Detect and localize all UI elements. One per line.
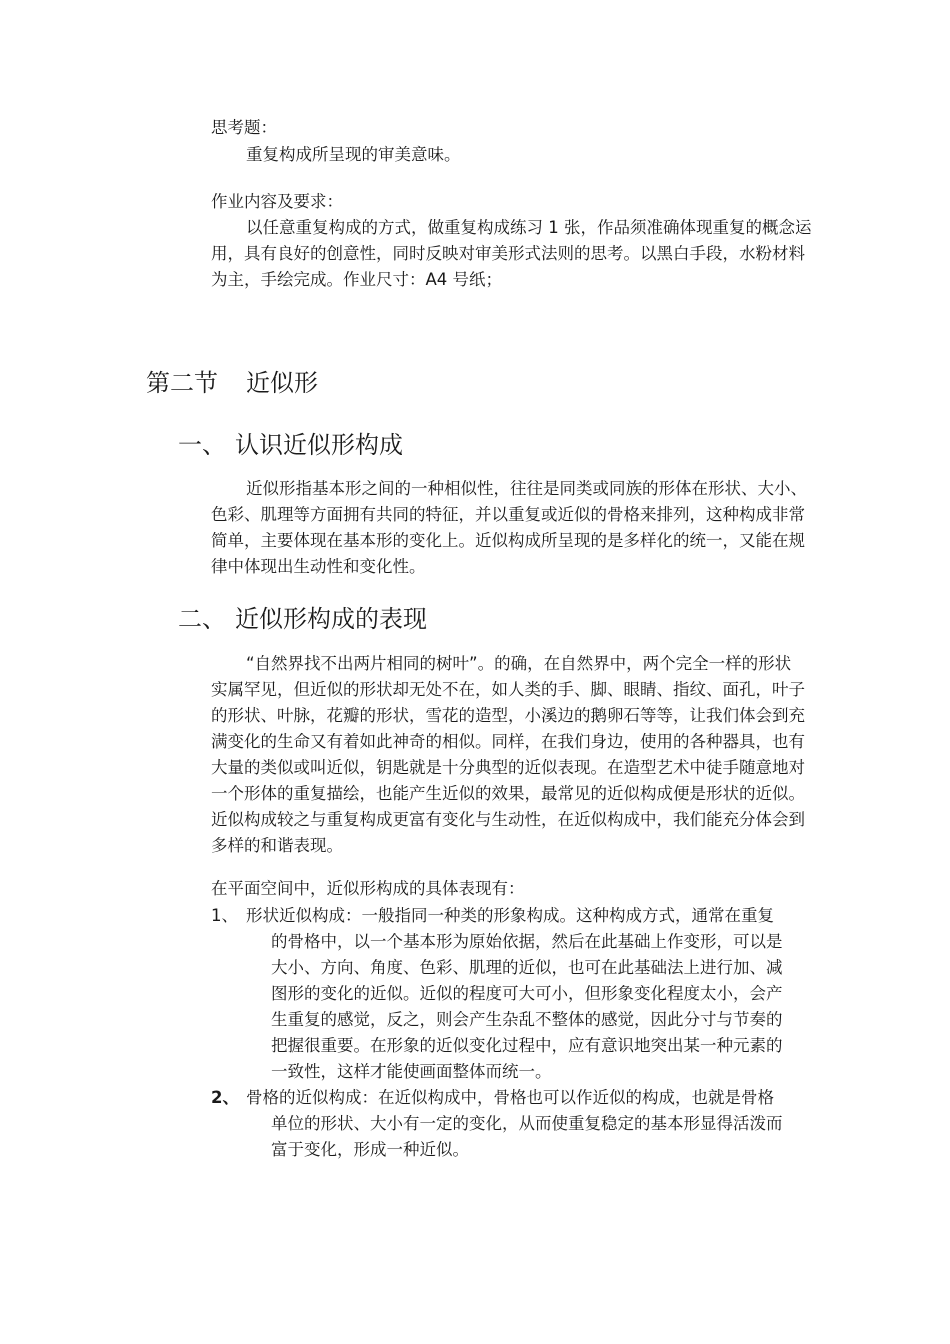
section-number: 第二节 — [146, 369, 218, 397]
assignment-label: 作业内容及要求： — [211, 192, 343, 211]
list-item-number: 2、 — [211, 1088, 239, 1107]
subsection-heading — [178, 430, 403, 460]
assignment-line: 用，具有良好的创意性，同时反映对审美形式法则的思考。以黑白手段，水粉材料 — [211, 244, 805, 263]
list-item-line: 图形的变化的近似。近似的程度可大可小，但形象变化程度太小，会产 — [271, 984, 783, 1003]
list-intro: 在平面空间中，近似形构成的具体表现有： — [211, 879, 525, 898]
subsection-title: 认识近似形构成 — [235, 431, 403, 459]
list-item-line: 形状近似构成：一般指同一种类的形象构成。这种构成方式，通常在重复 — [246, 906, 774, 925]
list-item-line: 富于变化，形成一种近似。 — [271, 1140, 469, 1159]
paragraph-line: 实属罕见，但近似的形状却无处不在，如人类的手、脚、眼睛、指纹、面孔，叶子 — [211, 680, 805, 699]
paragraph-line: 大量的类似或叫近似，钥匙就是十分典型的近似表现。在造型艺术中徒手随意地对 — [211, 758, 805, 777]
subsection-number: 一、 — [178, 431, 226, 459]
paragraph-line: 近似形指基本形之间的一种相似性，往往是同类或同族的形体在形状、大小、 — [246, 479, 807, 498]
assignment-line: 以任意重复构成的方式，做重复构成练习 1 张，作品须准确体现重复的概念运 — [246, 218, 812, 237]
subsection-heading — [178, 604, 427, 634]
subsection-number: 二、 — [178, 605, 226, 633]
list-item-line: 的骨格中，以一个基本形为原始依据，然后在此基础上作变形，可以是 — [271, 932, 783, 951]
paragraph-line: 多样的和谐表现。 — [211, 836, 343, 855]
list-item-line: 生重复的感觉，反之，则会产生杂乱不整体的感觉，因此分寸与节奏的 — [271, 1010, 783, 1029]
paragraph-line: “自然界找不出两片相同的树叶”。的确，在自然界中，两个完全一样的形状 — [246, 654, 792, 673]
subsection-title: 近似形构成的表现 — [235, 605, 427, 633]
paragraph-line: 简单，主要体现在基本形的变化上。近似构成所呈现的是多样化的统一，又能在规 — [211, 531, 805, 550]
list-item-line: 骨格的近似构成：在近似构成中，骨格也可以作近似的构成，也就是骨格 — [246, 1088, 774, 1107]
paragraph-line: 一个形体的重复描绘，也能产生近似的效果，最常见的近似构成便是形状的近似。 — [211, 784, 805, 803]
questions-label: 思考题： — [211, 118, 277, 137]
assignment-line: 为主，手绘完成。作业尺寸：A4 号纸； — [211, 270, 503, 289]
questions-item: 重复构成所呈现的审美意味。 — [246, 145, 461, 164]
list-item-line: 一致性，这样才能使画面整体而统一。 — [271, 1062, 552, 1081]
paragraph-line: 律中体现出生动性和变化性。 — [211, 557, 426, 576]
paragraph-line: 近似构成较之与重复构成更富有变化与生动性，在近似构成中，我们能充分体会到 — [211, 810, 805, 829]
list-item-line: 把握很重要。在形象的近似变化过程中，应有意识地突出某一种元素的 — [271, 1036, 783, 1055]
section-heading — [146, 368, 318, 398]
list-item-number: 1、 — [211, 906, 238, 925]
paragraph-line: 色彩、肌理等方面拥有共同的特征，并以重复或近似的骨格来排列，这种构成非常 — [211, 505, 805, 524]
list-item-line: 大小、方向、角度、色彩、肌理的近似，也可在此基础法上进行加、减 — [271, 958, 783, 977]
paragraph-line: 满变化的生命又有着如此神奇的相似。同样，在我们身边，使用的各种器具，也有 — [211, 732, 805, 751]
list-item-line: 单位的形状、大小有一定的变化，从而使重复稳定的基本形显得活泼而 — [271, 1114, 783, 1133]
section-title: 近似形 — [246, 369, 318, 397]
paragraph-line: 的形状、叶脉，花瓣的形状，雪花的造型，小溪边的鹅卵石等等，让我们体会到充 — [211, 706, 805, 725]
